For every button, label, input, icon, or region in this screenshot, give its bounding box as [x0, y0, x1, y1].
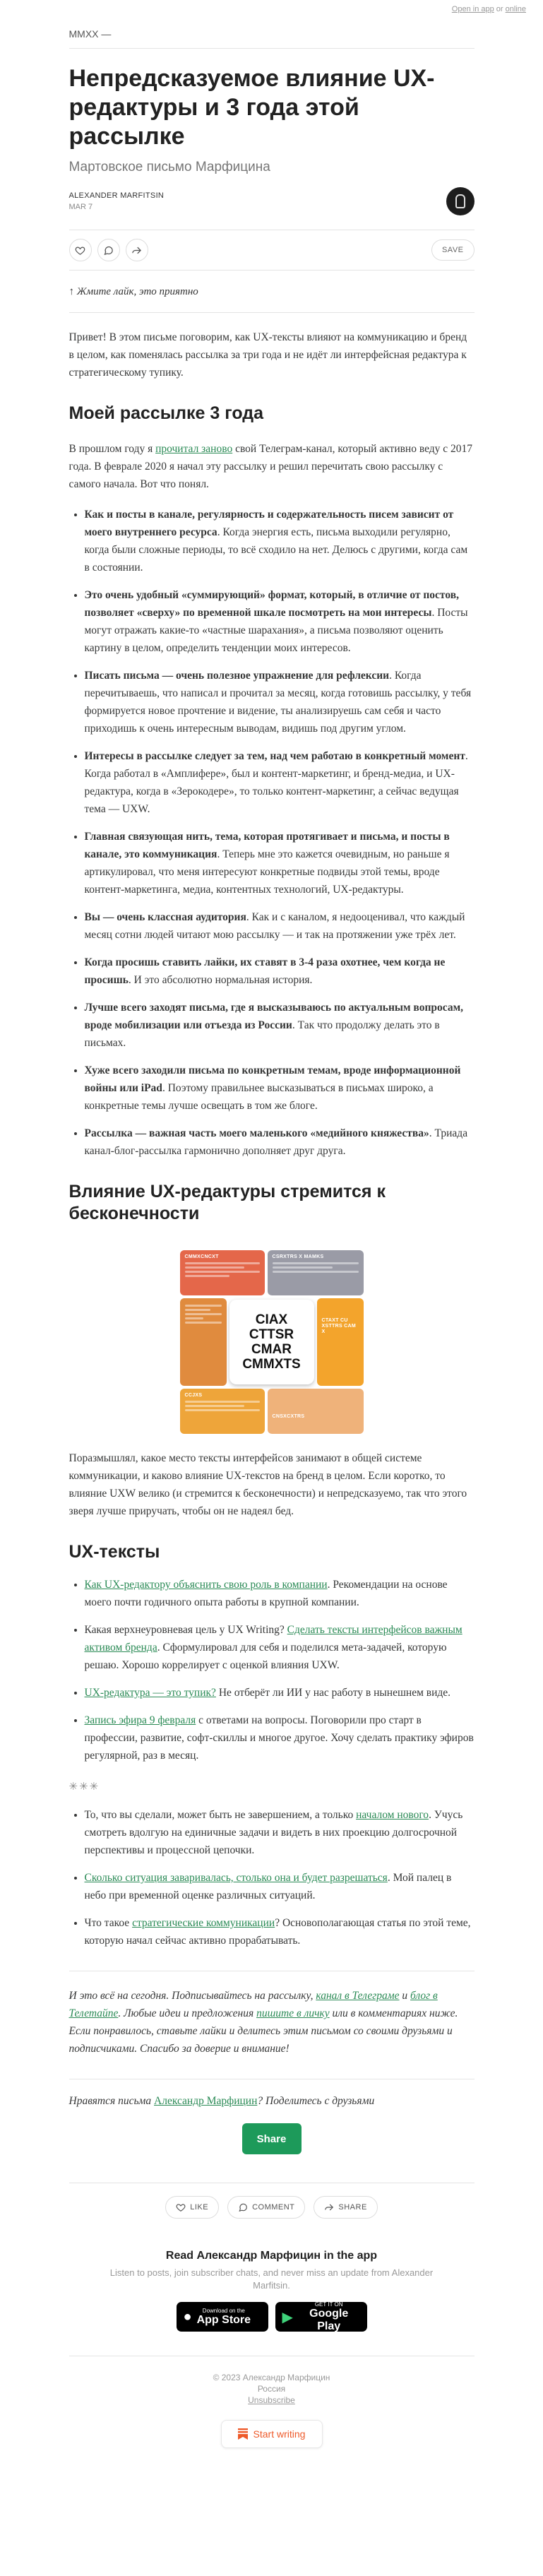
ux-texts-list: [69, 1576, 475, 1764]
open-in-app-link[interactable]: Open in app: [451, 5, 494, 13]
bottom-comment-button[interactable]: [227, 2196, 305, 2219]
text: То, что вы сделали, может быть не завершением, а только: [84, 1809, 357, 1821]
article-link[interactable]: Сделать тексты интерфейсов важным активом бренда: [84, 1624, 463, 1654]
google-play-small-text: GET IT ON: [314, 2301, 343, 2308]
unsubscribe-link[interactable]: Unsubscribe: [248, 2395, 295, 2405]
text: ? Поделитесь с друзьями: [257, 2095, 375, 2107]
list-item: [85, 1621, 475, 1674]
start-writing-label: Start writing: [253, 2428, 306, 2440]
bold-text: Как и посты в канале, регулярность и содержательность писем зависит от моего внутреннего ресурса: [84, 509, 454, 538]
author-name[interactable]: ALEXANDER MARFITSIN: [68, 191, 165, 200]
heart-icon: [75, 245, 85, 256]
text: Не отберёт ли ИИ у нас работу в нынешнем виде.: [215, 1687, 451, 1699]
list-item: [85, 1576, 475, 1611]
app-promo-title: Read Александр Марфицин in the app: [165, 2250, 378, 2262]
avatar[interactable]: [446, 187, 475, 215]
text: . Поэтому правильнее высказываться в письмах широко, а конкретные темы лучше освещать в том же блоге.: [84, 1082, 434, 1112]
country: Россия: [257, 2384, 286, 2394]
text: . Как и с каналом, я недооценивал, что каждый месяц сотни людей читают мою рассылку — и так на протяжении уже трёх лет.: [84, 911, 465, 941]
share-button[interactable]: [126, 239, 148, 261]
action-bar: [69, 230, 475, 271]
list-item: [85, 506, 475, 576]
text: В прошлом году я: [68, 443, 156, 455]
app-store-button[interactable]: [177, 2302, 268, 2332]
bold-text: Рассылка — важная часть моего маленького «медийного княжества»: [84, 1127, 429, 1139]
share-post-button[interactable]: Share: [242, 2123, 302, 2154]
publication-name[interactable]: MMXX —: [68, 28, 112, 40]
section-heading-newsletter: Моей рассылке 3 года: [68, 403, 264, 423]
text: . Рекомендации на основе моего почти годичного опыта работы в крупной компании.: [84, 1579, 448, 1608]
text: Какая верхнеуровневая цель у UX Writing?: [84, 1624, 287, 1636]
post-container: [69, 18, 475, 2476]
list-item: [85, 747, 475, 818]
text: . Так что продолжу делать это в письмах.: [84, 1019, 440, 1049]
google-play-button[interactable]: [275, 2302, 367, 2332]
bold-text: Интересы в рассылке следует за тем, над чем работаю в конкретный момент: [84, 750, 465, 762]
list-item: [85, 1806, 475, 1859]
center-line: CMMXTS: [242, 1357, 301, 1372]
ux-communication-illustration[interactable]: [180, 1250, 364, 1434]
post-subtitle: Мартовское письмо Марфицина: [68, 160, 270, 174]
intro-paragraph: Привет! В этом письме поговорим, как UX-тексты влияют на коммуникацию и бренд в целом, как поменялась рассылка за три года и не идёт ли интерфейсная редактура к стратегическому тупику.: [68, 331, 467, 379]
store-buttons: [69, 2302, 475, 2332]
text: Нравятся письма: [68, 2095, 155, 2107]
share-label: SHARE: [338, 2203, 367, 2212]
app-promo: [69, 2250, 475, 2332]
article-link[interactable]: Сколько ситуация заваривалась, столько она и будет разрешаться: [84, 1872, 388, 1884]
comment-button[interactable]: [97, 239, 120, 261]
illustration-tile-bottom-right: [268, 1389, 364, 1434]
list-item: [85, 954, 475, 989]
text: . Посты могут отражать какие-то «частные шарахания», а письма позволяют оценить картину в целом, определить тенденции моих интересов.: [84, 607, 468, 654]
center-line: CMAR: [251, 1342, 292, 1357]
start-writing-button[interactable]: [221, 2420, 323, 2448]
list-item: [85, 1914, 475, 1949]
bold-text: Вы — очень классная аудитория: [84, 911, 246, 923]
google-play-icon: ▶: [282, 2309, 293, 2325]
text: . Когда энергия есть, письма выходили регулярно, когда были сложные периоды, то всё сходило на нет. Делюсь с другими, когда сам в состоянии.: [84, 526, 468, 574]
center-line: CTTSR: [249, 1327, 294, 1342]
bold-text: Лучше всего заходят письма, где я высказываюсь по актуальным вопросам, вроде мобилизации или отъезда из России: [84, 1002, 463, 1031]
save-button[interactable]: SAVE: [431, 239, 475, 261]
text: И это всё на сегодня. Подписывайтесь на рассылку,: [68, 1990, 316, 2002]
illustration-tile-top-right: [268, 1250, 364, 1295]
tile-label: CNSXCXTRS: [272, 1414, 305, 1419]
illustration-tile-right: [317, 1298, 364, 1386]
like-button[interactable]: [69, 239, 92, 261]
direct-message-link[interactable]: пишите в личку: [256, 2007, 330, 2019]
section2-paragraph: Поразмышлял, какое место тексты интерфейсов занимают в общей системе коммуникации, и каково влияние UX-текстов на бренд в целом. Если коротко, то влияние UXW велико (и стремится к бесконечности) и непредсказуемо, так что этого зверя лучше приручать, чтобы он не надеял бед.: [68, 1452, 467, 1517]
bottom-share-button[interactable]: [314, 2196, 377, 2219]
text: или в комментариях ниже. Если понравилось, ставьте лайки и делитесь этим письмом со своими друзьями и подписчиками. Спасибо за доверие и внимание!: [68, 2007, 458, 2055]
google-play-big-text: Google Play: [309, 2307, 349, 2332]
text: . Когда работал в «Амплифере», был и контент-маркетинг, и бренд-медиа, и UX-редактура, когда в «Зерокодере», то только контент-маркетинг, а сейчас ведущая тема — UXW.: [84, 750, 468, 815]
outro-paragraph: [69, 1987, 475, 2058]
section-heading-ux-impact: Влияние UX-редактуры стремится к бесконечности: [68, 1182, 386, 1223]
list-item: [85, 1124, 475, 1160]
tile-label: CSRXTRS X MAMKS: [272, 1254, 324, 1259]
bold-text: Это очень удобный «суммирующий» формат, который, в отличие от постов, позволяет «сверху» по временной шкале посмотреть на мои интересы: [84, 589, 459, 619]
share-arrow-icon: [131, 245, 142, 256]
section-heading-ux-texts: UX-тексты: [68, 1542, 160, 1562]
avatar-image: [455, 194, 465, 208]
illustration-center-card: [229, 1300, 314, 1384]
tile-label: CCJXS: [184, 1393, 203, 1398]
or-text: or: [494, 5, 506, 13]
article-link[interactable]: UX-редактура — это тупик?: [84, 1687, 216, 1699]
article-link[interactable]: Запись эфира 9 февраля: [84, 1714, 196, 1726]
text: . Триада канал-блог-рассылка гармонично дополняет друг друга.: [84, 1127, 468, 1157]
reread-link[interactable]: прочитал заново: [155, 443, 233, 455]
text: Что такое: [84, 1917, 133, 1929]
text: . И это абсолютно нормальная история.: [128, 974, 313, 986]
divider: [69, 312, 475, 313]
list-item: [85, 828, 475, 898]
bottom-like-button[interactable]: [165, 2196, 219, 2219]
substack-logo-icon: [238, 2428, 248, 2440]
article-link[interactable]: Как UX-редактору объяснить свою роль в компании: [84, 1579, 328, 1591]
list-item: [85, 1869, 475, 1904]
text: и: [399, 1990, 411, 2002]
share-prompt: [69, 2095, 475, 2108]
bottom-spacer: [69, 2448, 475, 2476]
heart-icon: [176, 2202, 186, 2212]
post-date: MAR 7: [68, 203, 93, 211]
article-link[interactable]: стратегические коммуникации: [132, 1917, 275, 1929]
comment-label: COMMENT: [252, 2203, 295, 2212]
bold-text: Писать письма — очень полезное упражнение для рефлексии: [84, 670, 390, 682]
text: . Учусь смотреть вдолгую на единичные задачи и видеть в них проекцию долгосрочной перспективы и процессной цепочки.: [84, 1809, 463, 1856]
newsletter-insights-list: [69, 506, 475, 1160]
text: . Теперь мне это кажется очевидным, но раньше я артикулировал, что меня интересуют конкретные подвиды этой темы, вроде контент-маркетинга, медиа, контентных технологий, UX-редактуры.: [84, 848, 450, 896]
text: . Когда перечитываешь, что написал и прочитал за месяц, когда готовишь рассылку, у тебя формируется новое прочтение и видение, ты анализируешь сам себя и часто приходишь к очень интересным выводам, видишь под другим углом.: [84, 670, 472, 735]
teletype-blog-link[interactable]: блог в Телетайпе: [68, 1990, 438, 2019]
list-item: [85, 1062, 475, 1115]
author-row: [69, 187, 475, 215]
list-item: [85, 586, 475, 657]
illustration-tile-left: [180, 1298, 227, 1386]
text: с ответами на вопросы. Поговорили про старт в профессии, развитие, софт-скиллы и многое другое. Хочу сделать практику эфиров регулярной, раз в месяц.: [84, 1714, 474, 1762]
apple-icon: ●: [183, 2308, 192, 2325]
bold-text: Хуже всего заходили письма по конкретным темам, вроде информационной войны или iPad: [84, 1064, 461, 1094]
text: . Мой палец в небо при временной оценке различных ситуаций.: [84, 1872, 452, 1901]
list-item: [85, 1711, 475, 1764]
online-link[interactable]: online: [505, 5, 526, 13]
list-item: [85, 999, 475, 1052]
illustration-tile-bottom-left: [180, 1389, 265, 1434]
text: свой Телеграм-канал, который активно веду с 2017 года. В феврале 2020 я начал эту рассылку и решил перечитать свою рассылку с самого начала. Вот что понял.: [68, 443, 473, 490]
app-store-small-text: Download on the: [202, 2307, 245, 2314]
divider: [69, 48, 475, 49]
text: . Любые идеи и предложения: [118, 2007, 257, 2019]
like-label: LIKE: [190, 2203, 209, 2212]
section1-paragraph: [69, 440, 475, 493]
author-link[interactable]: Александр Марфицин: [154, 2095, 258, 2107]
bold-text: Когда просишь ставить лайки, их ставят в 3-4 раза охотнее, чем когда не просишь: [84, 956, 446, 986]
tile-label: CMMXCNCXT: [184, 1254, 219, 1259]
app-promo-description: Listen to posts, join subscriber chats, and never miss an update from Alexander Marfitsin.: [109, 2267, 434, 2291]
comment-icon: [103, 245, 114, 256]
illustration-tile-top-left: [180, 1250, 265, 1295]
list-item: [85, 667, 475, 737]
list-item: [85, 908, 475, 944]
post-title[interactable]: Непредсказуемое влияние UX-редактуры и 3 года этой рассылке: [68, 65, 435, 150]
copyright: © 2023 Александр Марфицин: [213, 2373, 330, 2382]
comment-icon: [238, 2202, 248, 2212]
app-store-big-text: App Store: [196, 2313, 251, 2326]
tile-label: CTAXT CU XSTTRS CAM X: [321, 1318, 356, 1334]
top-bar: [0, 0, 543, 18]
article-link[interactable]: началом нового: [356, 1809, 429, 1821]
telegram-channel-link[interactable]: канал в Телеграме: [316, 1990, 400, 2002]
other-notes-list: [69, 1806, 475, 1949]
list-item: [85, 1684, 475, 1702]
bottom-action-bar: [69, 2183, 475, 2231]
bold-text: Главная связующая нить, тема, которая протягивает и письма, и посты в канале, это коммуникация: [84, 831, 450, 860]
like-note: ↑ Жмите лайк, это приятно: [68, 286, 198, 297]
section-separator-stars: ✳✳✳: [68, 1781, 100, 1793]
text: . Сформулировал для себя и поделился мета-задачей, которую решаю. Хорошо коррелирует с оценкой влияния UXW.: [84, 1642, 447, 1671]
footer: [69, 2356, 475, 2406]
text: ? Основополагающая статья по этой теме, которую начал сейчас активно прорабатывать.: [84, 1917, 471, 1947]
center-line: CIAX: [255, 1312, 288, 1327]
share-arrow-icon: [324, 2202, 334, 2212]
